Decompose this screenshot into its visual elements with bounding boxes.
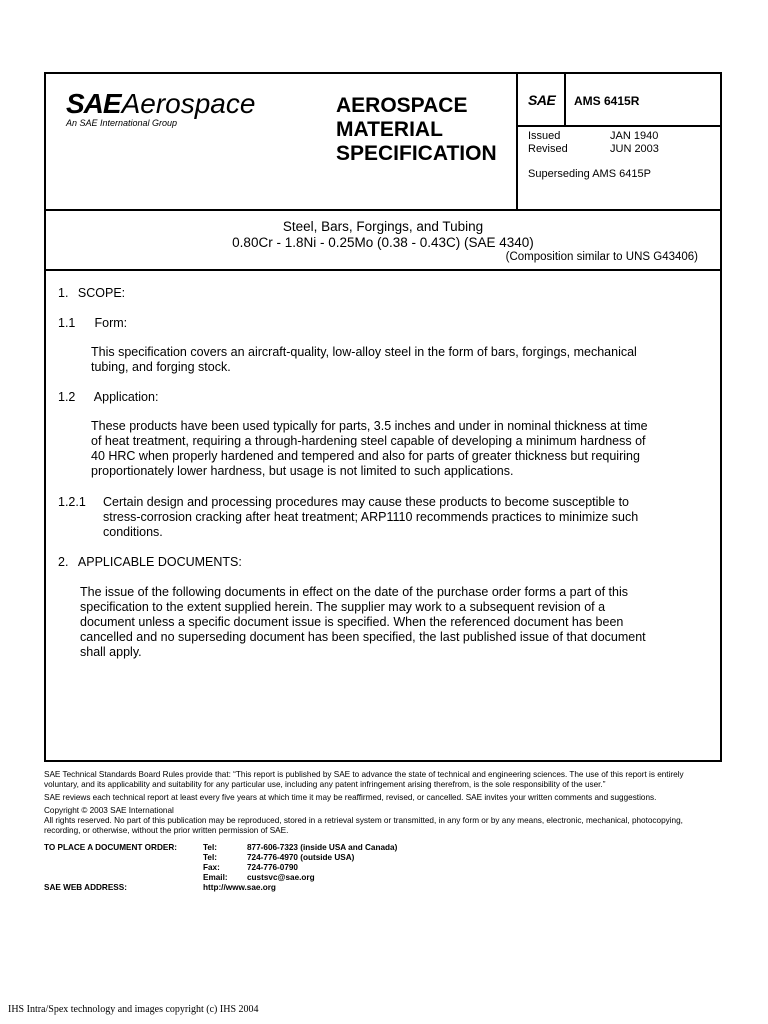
section-number: 1.1 [58, 316, 76, 330]
issued-label: Issued [528, 130, 561, 142]
ihs-copyright-notice: IHS Intra/Spex technology and images copyright (c) IHS 2004 [8, 1004, 259, 1015]
section-1-2-1 [58, 495, 723, 540]
paragraph-line: The issue of the following documents in effect on the date of the purchase order forms a part of this [80, 585, 628, 599]
paragraph-line: These products have been used typically for parts, 3.5 inches and under in nominal thickness at time [91, 419, 648, 433]
spec-info-column [516, 74, 720, 211]
spec-title-line: AEROSPACE [336, 94, 468, 117]
paragraph-line: specification to the extent supplied herein. The supplier may work to a subsequent revision of a [80, 600, 606, 614]
section-number: 1. [58, 286, 69, 300]
copyright-line: Copyright © 2003 SAE International [44, 806, 174, 815]
section-title: Form: [94, 316, 128, 330]
paragraph-line: Certain design and processing procedures may cause these products to become susceptible to [103, 495, 629, 509]
section-number: 2. [58, 555, 69, 569]
logo-subtitle: An SAE International Group [66, 118, 178, 128]
rules-line: voluntary, and its applicability and suitability for any particular use, including any patent infringement arising therefrom, is the sole responsibility of the user.” [44, 780, 606, 789]
paragraph-line: This specification covers an aircraft-quality, low-alloy steel in the form of bars, forgings, mechanical [91, 345, 637, 359]
sae-footer-notice [44, 770, 724, 839]
material-title: Steel, Bars, Forgings, and Tubing [282, 219, 484, 234]
section-1-1-paragraph [91, 345, 637, 375]
spec-type-title [336, 94, 497, 166]
section-number: 1.2 [58, 390, 76, 404]
contact-label: Email: [203, 873, 228, 882]
section-1-2-paragraph [91, 419, 648, 479]
paragraph-line: tubing, and forging stock. [91, 360, 231, 374]
revised-date: JUN 2003 [610, 143, 659, 155]
review-notice: SAE reviews each technical report at least every five years at which time it may be reaffirmed, revised, or cancelled. SAE invites your written comments and suggestions. [44, 793, 657, 802]
section-title: SCOPE: [77, 286, 126, 300]
section-2-heading [58, 555, 242, 570]
superseding-note: Superseding AMS 6415P [528, 168, 651, 180]
section-1-1-heading [58, 316, 127, 331]
section-number: 1.2.1 [58, 495, 86, 509]
section-1-heading [58, 286, 125, 301]
web-address-link[interactable]: http://www.sae.org [203, 883, 276, 892]
paragraph-line: stress-corrosion cracking after heat treatment; ARP1110 recommends practices to minimize such [103, 510, 639, 524]
paragraph-line: proportionately lower hardness, but usage is not limited to such applications. [91, 464, 514, 478]
section-2-paragraph [80, 585, 646, 660]
section-title: APPLICABLE DOCUMENTS: [77, 555, 242, 569]
paragraph-line: of heat treatment, requiring a through-hardening steel capable of developing a minimum hardness of [91, 434, 646, 448]
material-composition: 0.80Cr - 1.8Ni - 0.25Mo (0.38 - 0.43C) (SAE 4340) [232, 235, 534, 250]
document-header [46, 74, 720, 211]
ams-number: AMS 6415R [574, 94, 640, 108]
contact-label: Tel: [203, 843, 217, 852]
paragraph-line: conditions. [103, 525, 163, 539]
paragraph-line: shall apply. [80, 645, 142, 659]
contact-value: 724-776-4970 (outside USA) [247, 853, 355, 862]
divider [564, 74, 566, 127]
ams-number-row [518, 74, 722, 127]
section-title: Application: [93, 390, 159, 404]
sae-aerospace-logo [66, 88, 255, 128]
paragraph-line: 40 HRC when properly hardened and tempered and also for parts of greater thickness but requiring [91, 449, 640, 463]
logo-aerospace-text: Aerospace [121, 88, 256, 119]
web-label: SAE WEB ADDRESS: [44, 883, 127, 892]
sae-mini-logo: SAE [528, 92, 556, 108]
section-1-2-heading [58, 390, 158, 405]
contact-value: 724-776-0790 [247, 863, 298, 872]
contact-value: 877-606-7323 (inside USA and Canada) [247, 843, 398, 852]
contact-label: Fax: [203, 863, 220, 872]
paragraph-line: document unless a specific document issue is specified. When the referenced document has been [80, 615, 624, 629]
order-label: TO PLACE A DOCUMENT ORDER: [44, 843, 177, 852]
copyright-line: All rights reserved. No part of this publication may be reproduced, stored in a retrieval system or transmitted, in any form or by any means, electronic, mechanical, photocopying, [44, 816, 683, 825]
rules-line: SAE Technical Standards Board Rules provide that: “This report is published by SAE to advance the state of technical and engineering sciences. The use of this report is entirely [44, 770, 684, 779]
logo-sae-text: SAE [66, 88, 121, 119]
copyright-line: recording, or otherwise, without the prior written permission of SAE. [44, 826, 289, 835]
composition-similar-note: (Composition similar to UNS G43406) [505, 251, 698, 263]
material-title-block [46, 213, 720, 271]
revised-label: Revised [528, 143, 568, 155]
spec-title-line: SPECIFICATION [336, 142, 497, 165]
order-contacts [44, 843, 397, 893]
issued-date: JAN 1940 [610, 130, 659, 142]
email-link[interactable]: custsvc@sae.org [247, 873, 315, 882]
paragraph-line: cancelled and no superseding document has been specified, the last published issue of that document [80, 630, 646, 644]
spec-title-line: MATERIAL [336, 118, 443, 141]
issue-dates [528, 130, 659, 156]
contact-label: Tel: [203, 853, 217, 862]
